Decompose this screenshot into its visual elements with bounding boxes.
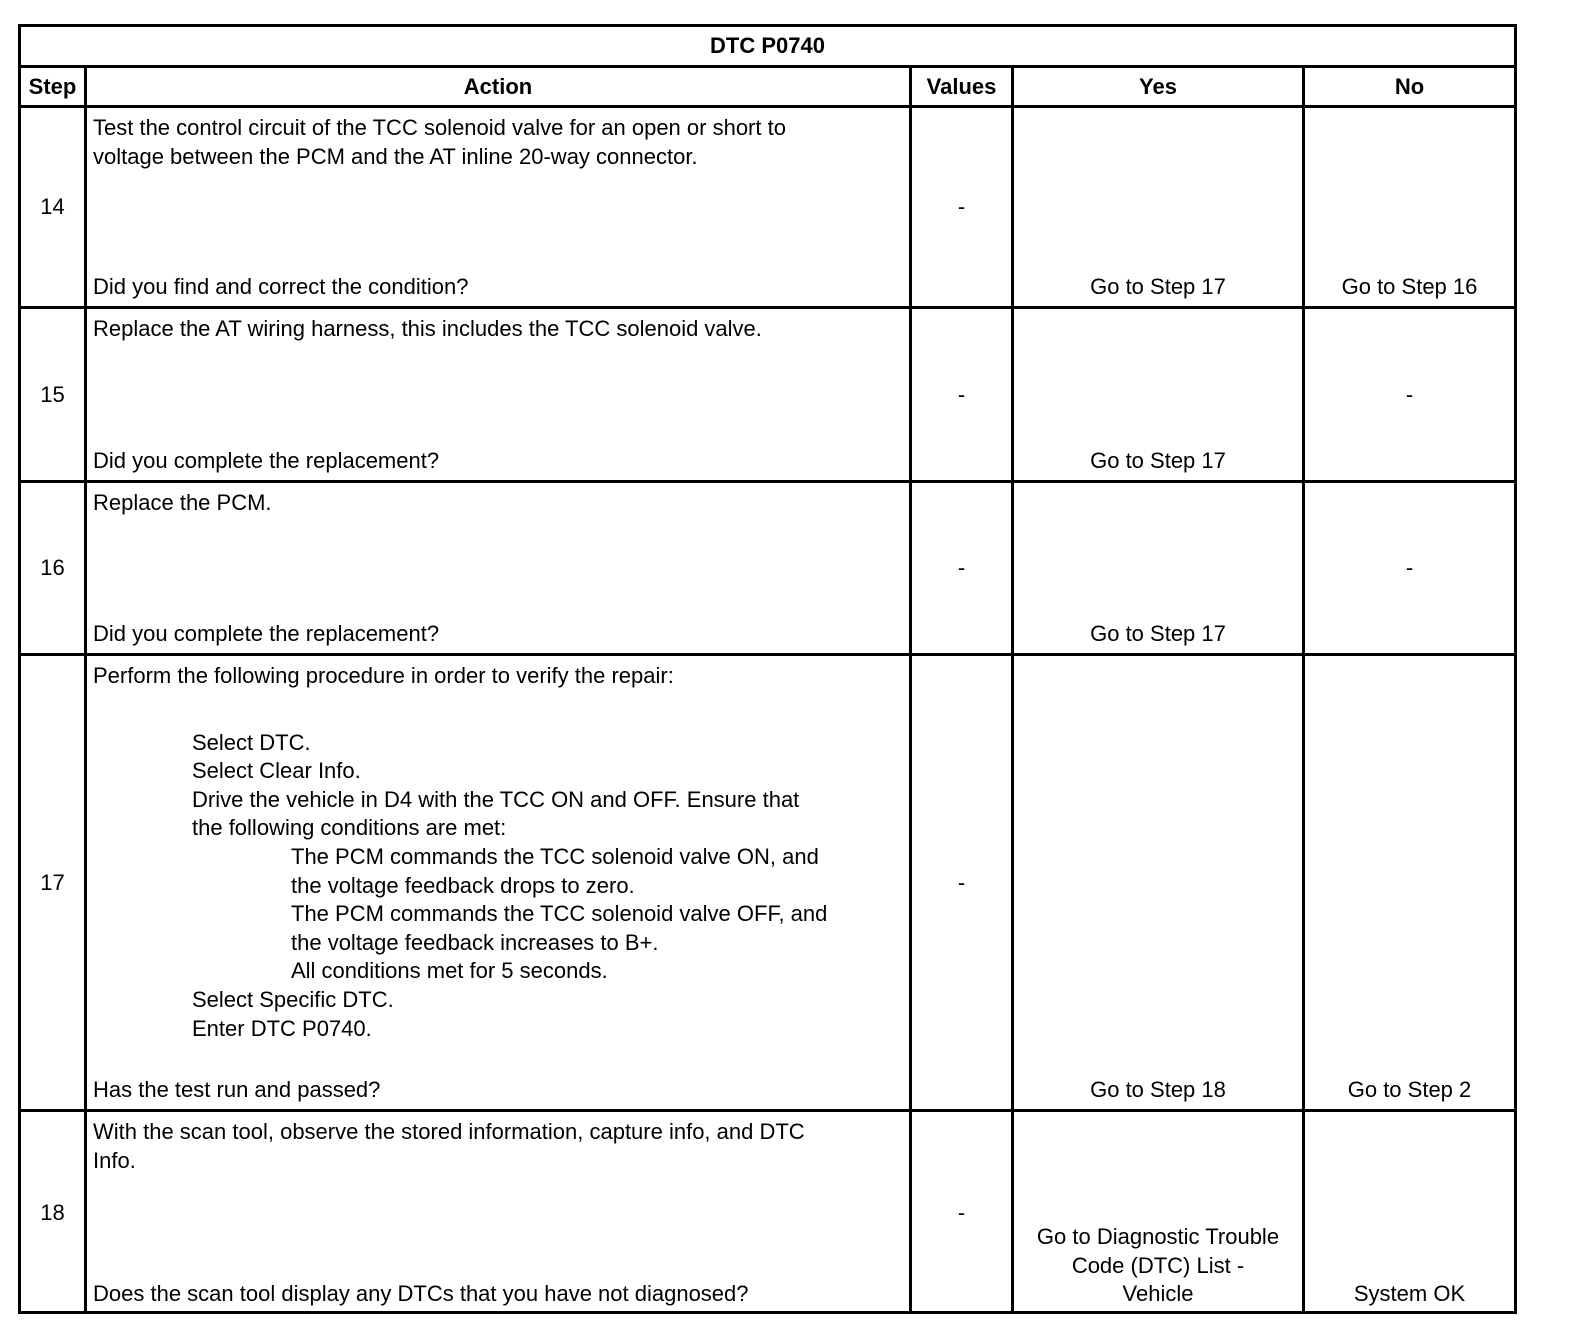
action-instructions	[93, 489, 903, 518]
header-step: Step	[21, 68, 87, 108]
action-cell	[87, 108, 912, 309]
yes-cell	[1014, 656, 1305, 1112]
action-line: Perform the following procedure in order to verify the repair:	[93, 663, 674, 688]
step-cell	[21, 656, 87, 1112]
yes-cell	[1014, 1112, 1305, 1313]
no-cell	[1305, 1112, 1514, 1313]
action-instructions	[93, 315, 903, 344]
action-cell	[87, 656, 912, 1112]
action-cell	[87, 483, 912, 656]
no-cell	[1305, 309, 1514, 483]
action-instructions	[93, 1118, 903, 1175]
procedure-step: the following conditions are met:	[192, 815, 507, 841]
step-number: 15	[40, 381, 65, 407]
step-cell	[21, 483, 87, 656]
procedure-step: Enter DTC P0740.	[192, 1015, 372, 1041]
action-line: voltage between the PCM and the AT inline 20-way connector.	[93, 143, 698, 169]
procedure-step: the voltage feedback increases to B+.	[291, 929, 659, 955]
procedure-step: All conditions met for 5 seconds.	[291, 958, 608, 984]
action-cell	[87, 309, 912, 483]
values-text: -	[957, 1199, 966, 1225]
no-cell	[1305, 483, 1514, 656]
step-cell	[21, 1112, 87, 1313]
yes-result: Go to Step 18	[1090, 1077, 1226, 1103]
values-text: -	[957, 194, 966, 219]
action-line: Replace the PCM.	[93, 490, 272, 515]
procedure-step: Select Clear Info.	[192, 758, 361, 784]
yes-result: Go to Step 17	[1090, 448, 1226, 474]
no-result: Go to Step 16	[1341, 274, 1478, 300]
procedure-step: The PCM commands the TCC solenoid valve ON, and	[291, 843, 819, 869]
table-title: DTC P0740	[21, 27, 1514, 68]
spacer	[93, 691, 903, 729]
no-cell	[1305, 656, 1514, 1112]
values-cell	[912, 309, 1014, 483]
yes-cell	[1014, 108, 1305, 309]
values-text: -	[957, 555, 966, 580]
procedure-step: Select DTC.	[192, 729, 311, 755]
yes-result: Go to Step 17	[1090, 274, 1226, 300]
procedure-step: Select Specific DTC.	[192, 986, 394, 1012]
step-number: 14	[40, 194, 65, 219]
header-action: Action	[87, 68, 912, 108]
values-text: -	[957, 381, 966, 407]
values-cell	[912, 1112, 1014, 1313]
header-values: Values	[912, 68, 1014, 108]
values-text: -	[957, 869, 966, 895]
action-question: Did you complete the replacement?	[93, 621, 440, 647]
header-no: No	[1305, 68, 1514, 108]
action-question: Has the test run and passed?	[93, 1077, 381, 1103]
dtc-table	[18, 24, 1517, 1314]
no-result: Go to Step 2	[1347, 1077, 1472, 1103]
yes-line: Go to Diagnostic Trouble	[1036, 1224, 1280, 1250]
action-instructions	[93, 662, 903, 1043]
step-cell	[21, 108, 87, 309]
action-instructions	[93, 114, 903, 171]
no-cell	[1305, 108, 1514, 309]
action-line: Replace the AT wiring harness, this includes the TCC solenoid valve.	[93, 316, 762, 341]
action-cell	[87, 1112, 912, 1313]
values-cell	[912, 108, 1014, 309]
yes-cell	[1014, 483, 1305, 656]
step-number: 17	[40, 869, 65, 895]
step-number: 16	[40, 555, 65, 580]
values-cell	[912, 656, 1014, 1112]
step-number: 18	[40, 1199, 65, 1225]
action-line: Test the control circuit of the TCC solenoid valve for an open or short to	[93, 115, 786, 140]
yes-cell	[1014, 309, 1305, 483]
action-line: Info.	[93, 1147, 136, 1173]
procedure-step: Drive the vehicle in D4 with the TCC ON and OFF. Ensure that	[192, 786, 800, 812]
yes-result	[1037, 1223, 1279, 1309]
no-result: -	[1405, 381, 1414, 407]
action-question: Did you complete the replacement?	[93, 448, 440, 474]
action-question: Did you find and correct the condition?	[93, 274, 469, 300]
yes-result: Go to Step 17	[1090, 621, 1226, 647]
step-cell	[21, 309, 87, 483]
procedure-step: the voltage feedback drops to zero.	[291, 872, 635, 898]
action-line: With the scan tool, observe the stored information, capture info, and DTC	[93, 1119, 805, 1144]
header-yes: Yes	[1014, 68, 1305, 108]
procedure-step: The PCM commands the TCC solenoid valve OFF, and	[291, 901, 828, 927]
yes-line: Vehicle	[1122, 1281, 1194, 1307]
no-result: System OK	[1353, 1281, 1466, 1307]
no-result: -	[1405, 555, 1414, 580]
yes-line: Code (DTC) List -	[1071, 1252, 1245, 1278]
action-question: Does the scan tool display any DTCs that you have not diagnosed?	[93, 1281, 749, 1307]
values-cell	[912, 483, 1014, 656]
